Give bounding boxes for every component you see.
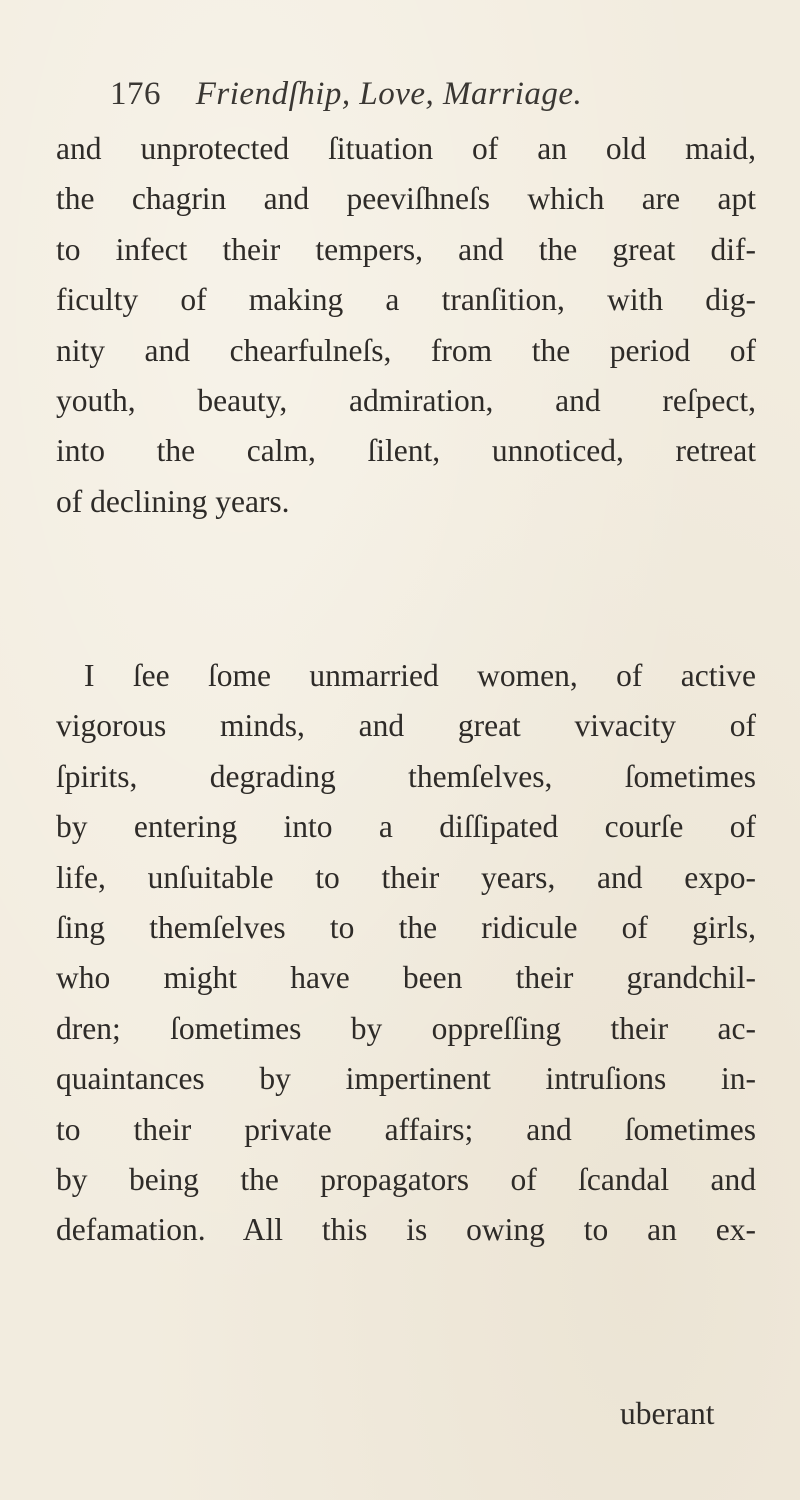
text-line: youth, beauty, admiration, and reſpect, [56, 382, 756, 418]
text-line: vigorous minds, and great vivacity of [56, 708, 756, 744]
page-number: 176 [110, 76, 161, 112]
text-line: defamation. All this is owing to an ex- [56, 1212, 756, 1248]
running-title: Friendſhip, Love, Marriage. [195, 76, 583, 112]
text-line: ſing themſelves to the ridicule of girls, [56, 909, 756, 945]
text-line: by being the propagators of ſcandal and [56, 1161, 756, 1197]
text-line: into the calm, ſilent, unnoticed, retreat [56, 433, 756, 469]
text-line: of declining years. [56, 483, 290, 519]
text-line: to infect their tempers, and the great dif- [56, 231, 756, 267]
text-line: quaintances by impertinent intruſions in- [56, 1061, 756, 1097]
catchword: uberant [620, 1396, 715, 1431]
text-line: ficulty of making a tranſition, with dig- [56, 282, 756, 318]
text-line: nity and chearfulneſs, from the period of [56, 332, 756, 368]
text-line: the chagrin and peeviſhneſs which are apt [56, 181, 756, 217]
text-line: to their private affairs; and ſometimes [56, 1111, 756, 1147]
text-line: and unprotected ſituation of an old maid, [56, 131, 756, 166]
text-line: life, unſuitable to their years, and expo- [56, 859, 756, 895]
text-line: dren; ſometimes by oppreſſing their ac- [56, 1010, 756, 1046]
text-line: ſpirits, degrading themſelves, ſometimes [56, 758, 756, 794]
paragraph-2 [56, 651, 756, 1256]
text-line: who might have been their grandchil- [56, 960, 756, 996]
paragraph-1 [56, 124, 756, 527]
text-line: by entering into a diſſipated courſe of [56, 809, 756, 845]
text-line: I ſee ſome unmarried women, of active [84, 658, 756, 693]
running-head [110, 76, 582, 113]
